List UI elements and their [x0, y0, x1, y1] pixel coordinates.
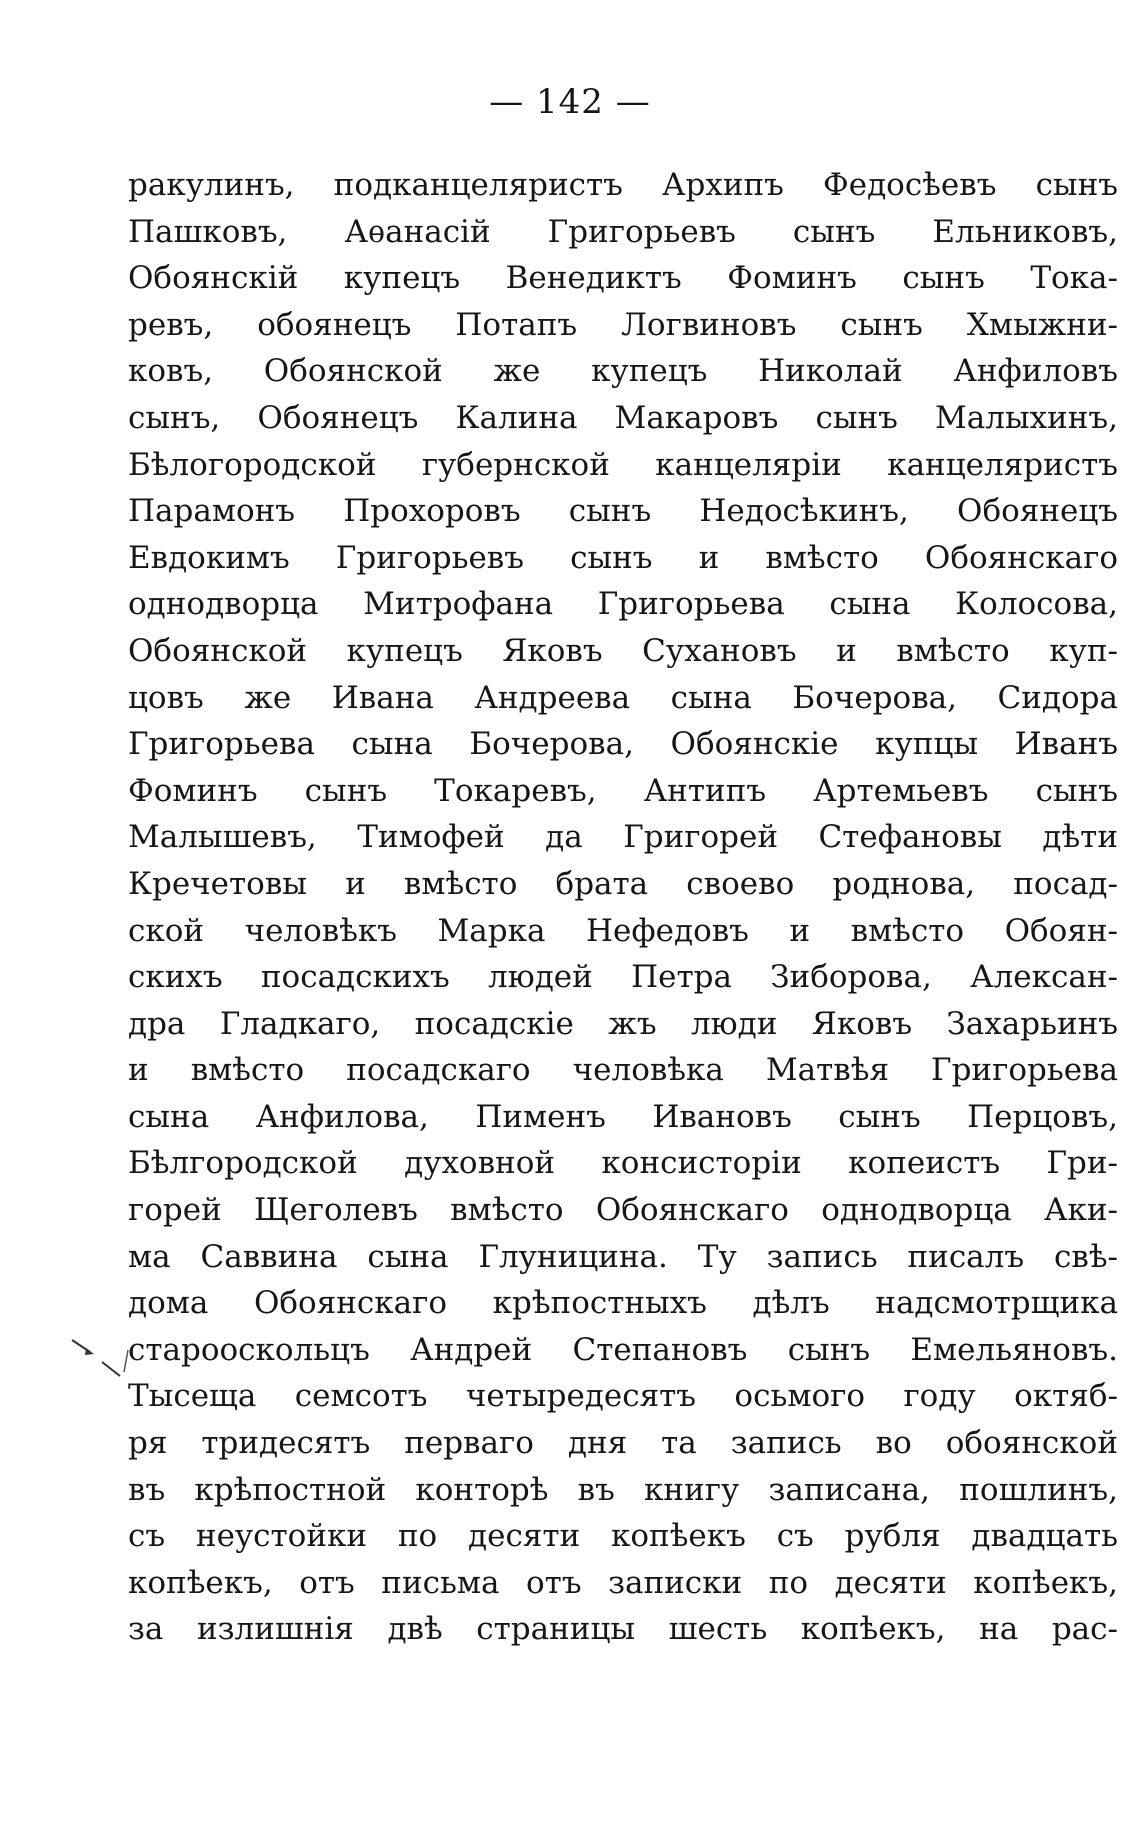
text-line: въ крѣпостной конторѣ въ книгу записана, пошлинъ,: [128, 1471, 1118, 1508]
text-line: ской человѣкъ Марка Нефедовъ и вмѣсто Обоян-: [128, 912, 1118, 949]
text-line: за излишнія двѣ страницы шесть копѣекъ, на рас-: [128, 1611, 1118, 1648]
text-line: скихъ посадскихъ людей Петра Зиборова, Алексан-: [128, 959, 1118, 996]
text-line: и вмѣсто посадскаго человѣка Матвѣя Григорьева: [128, 1052, 1118, 1089]
body-text: [128, 162, 1118, 1653]
text-line: дра Гладкаго, посадскіе жъ люди Яковъ Захарьинъ: [128, 1005, 1118, 1042]
text-line: Бѣлогородской губернской канцеляріи канцеляристъ: [128, 446, 1118, 483]
text-line: копѣекъ, отъ письма отъ записки по десяти копѣекъ,: [128, 1564, 1118, 1601]
text-line: дома Обоянскаго крѣпостныхъ дѣлъ надсмотрщика: [128, 1285, 1118, 1322]
text-line: сына Анфилова, Пименъ Ивановъ сынъ Перцовъ,: [128, 1098, 1118, 1135]
text-line: Парамонъ Прохоровъ сынъ Недосѣкинъ, Обоянецъ: [128, 493, 1118, 530]
text-line: однодворца Митрофана Григорьева сына Колосова,: [128, 586, 1118, 623]
text-line: ревъ, обоянецъ Потапъ Логвиновъ сынъ Хмыжни-: [128, 306, 1118, 343]
text-line: Тысеща семсотъ четыредесятъ осьмого году октяб-: [128, 1378, 1118, 1415]
text-line: Фоминъ сынъ Токаревъ, Антипъ Артемьевъ сынъ: [128, 772, 1118, 809]
text-line: ма Саввина сына Глуницина. Ту запись писалъ свѣ-: [128, 1238, 1118, 1275]
text-line: Обоянскій купецъ Венедиктъ Фоминъ сынъ Тока-: [128, 260, 1118, 297]
text-line: Григорьева сына Бочерова, Обоянскіе купцы Иванъ: [128, 726, 1118, 763]
text-line: Бѣлгородской духовной консисторіи копеистъ Гри-: [128, 1145, 1118, 1182]
text-line: горей Щеголевъ вмѣсто Обоянскаго однодворца Аки-: [128, 1192, 1118, 1229]
page-number: — 142 —: [489, 82, 651, 122]
text-line: цовъ же Ивана Андреева сына Бочерова, Сидора: [128, 679, 1118, 716]
text-line: Малышевъ, Тимофей да Григорей Стефановы дѣти: [128, 819, 1118, 856]
text-line: Кречетовы и вмѣсто брата своево роднова, посад-: [128, 865, 1118, 902]
text-line: ракулинъ, подканцеляристъ Архипъ Федосѣевъ сынъ: [128, 167, 1118, 203]
text-line: ковъ, Обоянской же купецъ Николай Анфиловъ: [128, 353, 1118, 390]
text-line: съ неустойки по десяти копѣекъ съ рубля двадцать: [128, 1518, 1118, 1555]
text-line: Обоянской купецъ Яковъ Сухановъ и вмѣсто куп-: [128, 632, 1118, 669]
text-line: Пашковъ, Аѳанасій Григорьевъ сынъ Ельниковъ,: [128, 213, 1118, 250]
text-line: Евдокимъ Григорьевъ сынъ и вмѣсто Обоянскаго: [128, 539, 1118, 576]
text-line: ря тридесятъ перваго дня та запись во обоянской: [128, 1425, 1118, 1462]
text-line: сынъ, Обоянецъ Калина Макаровъ сынъ Малыхинъ,: [128, 399, 1118, 436]
text-line: старооскольцъ Андрей Степановъ сынъ Емельяновъ.: [128, 1331, 1118, 1368]
